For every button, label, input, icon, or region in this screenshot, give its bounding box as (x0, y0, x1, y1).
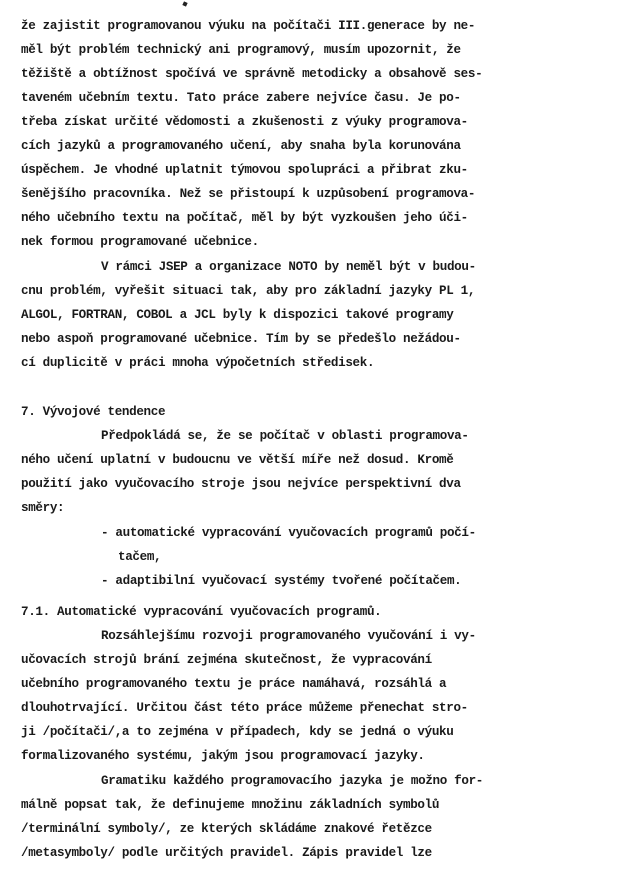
text-line: měl být problém technický ani programový, musím upozornit, že (21, 43, 461, 57)
ink-mark (182, 1, 187, 6)
text-line: ALGOL, FORTRAN, COBOL a JCL byly k dispozici takové programy (21, 308, 454, 322)
list-item: - adaptibilní vyučovací systémy tvořené počítačem. (101, 574, 462, 588)
text-line: ného učení uplatní v budoucnu ve větší míře než dosud. Kromě (21, 453, 454, 467)
text-line: ji /počítači/,a to zejména v případech, kdy se jedná o výuku (21, 725, 454, 739)
text-line: formalizovaného systému, jakým jsou programovací jazyky. (21, 749, 425, 763)
text-line: málně popsat tak, že definujeme množinu základních symbolů (21, 798, 440, 812)
text-line: že zajistit programovanou výuku na počítači III.generace by ne- (21, 19, 476, 33)
text-line: nek formou programované učebnice. (21, 235, 259, 249)
text-line: V rámci JSEP a organizace NOTO by neměl být v budou- (101, 260, 476, 274)
list-item-continuation: tačem, (118, 550, 162, 564)
text-line: třeba získat určité vědomosti a zkušenosti z výuky programova- (21, 115, 468, 129)
text-line: těžiště a obtížnost spočívá ve správně metodicky a obsahově ses- (21, 67, 483, 81)
text-line: Gramatiku každého programovacího jazyka je možno for- (101, 774, 483, 788)
text-line: Rozsáhlejšímu rozvoji programovaného vyučování i vy- (101, 629, 476, 643)
text-line: směry: (21, 501, 65, 515)
text-line: použití jako vyučovacího stroje jsou nejvíce perspektivní dva (21, 477, 461, 491)
text-line: učovacích strojů brání zejména skutečnost, že vypracování (21, 653, 432, 667)
section-heading: 7. Vývojové tendence (21, 405, 166, 419)
text-line: šenějšího pracovníka. Než se přistoupí k uzpůsobení programova- (21, 187, 476, 201)
text-line: cích jazyků a programovaného učení, aby snaha byla korunována (21, 139, 461, 153)
text-line: nebo aspoň programované učebnice. Tím by se předešlo nežádou- (21, 332, 461, 346)
text-line: ného učebního textu na počítač, měl by být vyzkoušen jeho úči- (21, 211, 468, 225)
section-heading: 7.1. Automatické vypracování vyučovacích programů. (21, 605, 382, 619)
text-line: taveném učebním textu. Tato práce zabere nejvíce času. Je po- (21, 91, 461, 105)
text-line: cí duplicitě v práci mnoha výpočetních středisek. (21, 356, 375, 370)
text-line: dlouhotrvající. Určitou část této práce můžeme přenechat stro- (21, 701, 468, 715)
text-line: /terminální symboly/, ze kterých skládáme znakové řetězce (21, 822, 432, 836)
text-line: učebního programovaného textu je práce namáhavá, rozsáhlá a (21, 677, 447, 691)
text-line: /metasymboly/ podle určitých pravidel. Zápis pravidel lze (21, 846, 432, 860)
list-item: - automatické vypracování vyučovacích programů počí- (101, 526, 476, 540)
text-line: Předpokládá se, že se počítač v oblasti programova- (101, 429, 469, 443)
text-line: cnu problém, vyřešit situaci tak, aby pro základní jazyky PL 1, (21, 284, 476, 298)
text-line: úspěchem. Je vhodné uplatnit týmovou spolupráci a přibrat zku- (21, 163, 468, 177)
